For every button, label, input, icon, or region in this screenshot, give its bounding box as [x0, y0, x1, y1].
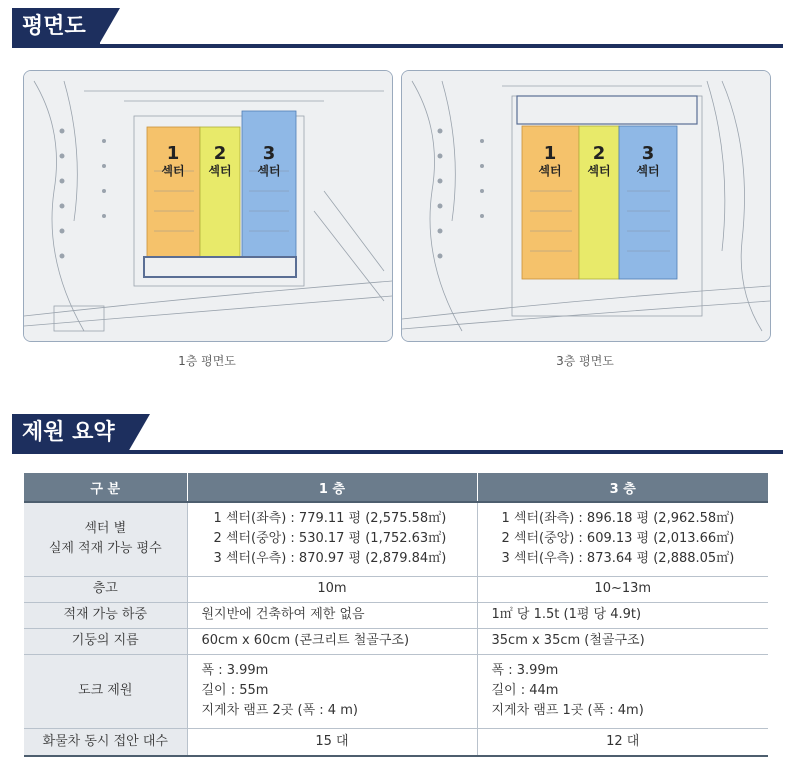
floor-plan-1f-caption: 1층 평면도 — [178, 354, 236, 368]
floor-plan-1f-image — [23, 70, 393, 342]
plan1-sector-3 — [242, 111, 296, 257]
table-row-trucks — [24, 728, 768, 756]
plan3-sector-2-label: 섹터 — [587, 164, 611, 178]
floor-plan-tab-slant — [98, 8, 120, 46]
dock-3f-ramp: 지게차 램프 1곳 (폭 : 4m) — [491, 703, 644, 718]
cell-load-1f: 원지반에 건축하여 제한 없음 — [187, 602, 477, 628]
table-row-dock — [24, 654, 768, 728]
plan3-sector-2-num: 2 — [592, 143, 606, 164]
plan1-sector-1-num: 1 — [166, 143, 180, 164]
table-row-height — [24, 576, 768, 602]
col-header-1f: 1 층 — [187, 473, 477, 502]
row-label-trucks: 화물차 동시 접안 대수 — [24, 728, 187, 756]
plan3-sector-3-label: 섹터 — [636, 164, 660, 178]
area-1f-sector2: 2 섹터(중앙) : 530.17 평 (1,752.63㎡) — [213, 531, 447, 547]
table-header-row — [24, 473, 768, 502]
plan1-sector-1-label: 섹터 — [161, 164, 185, 178]
plan1-sector-3-label: 섹터 — [257, 164, 281, 178]
row-label-area-line1: 섹터 별 — [84, 521, 127, 537]
plan3-sector-3-num: 3 — [641, 143, 655, 164]
floor-plan-rule — [12, 44, 783, 48]
floor-plan-1f-drawing — [24, 71, 392, 341]
cell-area-3f — [477, 502, 768, 576]
cell-height-3f: 10~13m — [477, 576, 768, 602]
plan3-sector-1-label: 섹터 — [538, 164, 562, 178]
row-label-height: 층고 — [24, 576, 187, 602]
plan1-sector-2-num: 2 — [213, 143, 227, 164]
floor-plan-3f-drawing — [402, 71, 770, 341]
plan1-sector-3-num: 3 — [262, 143, 276, 164]
area-3f-sector2: 2 섹터(중앙) : 609.13 평 (2,013.66㎡) — [501, 531, 735, 547]
cell-dock-1f — [187, 654, 477, 728]
area-1f-sector3: 3 섹터(우측) : 870.97 평 (2,879.84㎡) — [213, 551, 447, 567]
plan3-sector-1-num: 1 — [543, 143, 557, 164]
floor-plan-3f-image — [401, 70, 771, 342]
spec-summary-rule — [12, 450, 783, 454]
spec-summary-tab-slant — [128, 414, 150, 452]
cell-area-1f — [187, 502, 477, 576]
table-row-area — [24, 502, 768, 576]
col-header-category: 구 분 — [24, 473, 187, 502]
spec-table — [24, 473, 768, 757]
row-label-column: 기둥의 지름 — [24, 628, 187, 654]
table-row-column — [24, 628, 768, 654]
dock-1f-length: 길이 : 55m — [201, 683, 269, 698]
floor-plan-3f-caption: 3층 평면도 — [556, 354, 614, 368]
row-label-area — [24, 502, 187, 576]
table-row-load — [24, 602, 768, 628]
cell-trucks-1f: 15 대 — [187, 728, 477, 756]
area-3f-sector3: 3 섹터(우측) : 873.64 평 (2,888.05㎡) — [501, 551, 735, 567]
floor-plan-header — [0, 8, 783, 48]
dock-3f-length: 길이 : 44m — [491, 683, 559, 698]
dock-3f-width: 폭 : 3.99m — [491, 663, 559, 678]
col-header-3f: 3 층 — [477, 473, 768, 502]
area-1f-sector1: 1 섹터(좌측) : 779.11 평 (2,575.58㎡) — [213, 511, 447, 527]
row-label-load: 적재 가능 하중 — [24, 602, 187, 628]
spec-summary-title: 제원 요약 — [12, 414, 129, 452]
row-label-area-line2: 실제 적재 가능 평수 — [48, 541, 162, 557]
cell-dock-3f — [477, 654, 768, 728]
cell-load-3f: 1㎡ 당 1.5t (1평 당 4.9t) — [477, 602, 768, 628]
dock-1f-width: 폭 : 3.99m — [201, 663, 269, 678]
plan1-sector-2-label: 섹터 — [208, 164, 232, 178]
spec-summary-header — [0, 414, 783, 454]
area-3f-sector1: 1 섹터(좌측) : 896.18 평 (2,962.58㎡) — [501, 511, 735, 527]
cell-height-1f: 10m — [187, 576, 477, 602]
row-label-dock: 도크 제원 — [24, 654, 187, 728]
floor-plan-title: 평면도 — [12, 8, 100, 46]
cell-column-3f: 35cm x 35cm (철골구조) — [477, 628, 768, 654]
cell-trucks-3f: 12 대 — [477, 728, 768, 756]
dock-1f-ramp: 지게차 램프 2곳 (폭 : 4 m) — [201, 703, 358, 718]
cell-column-1f: 60cm x 60cm (콘크리트 철골구조) — [187, 628, 477, 654]
